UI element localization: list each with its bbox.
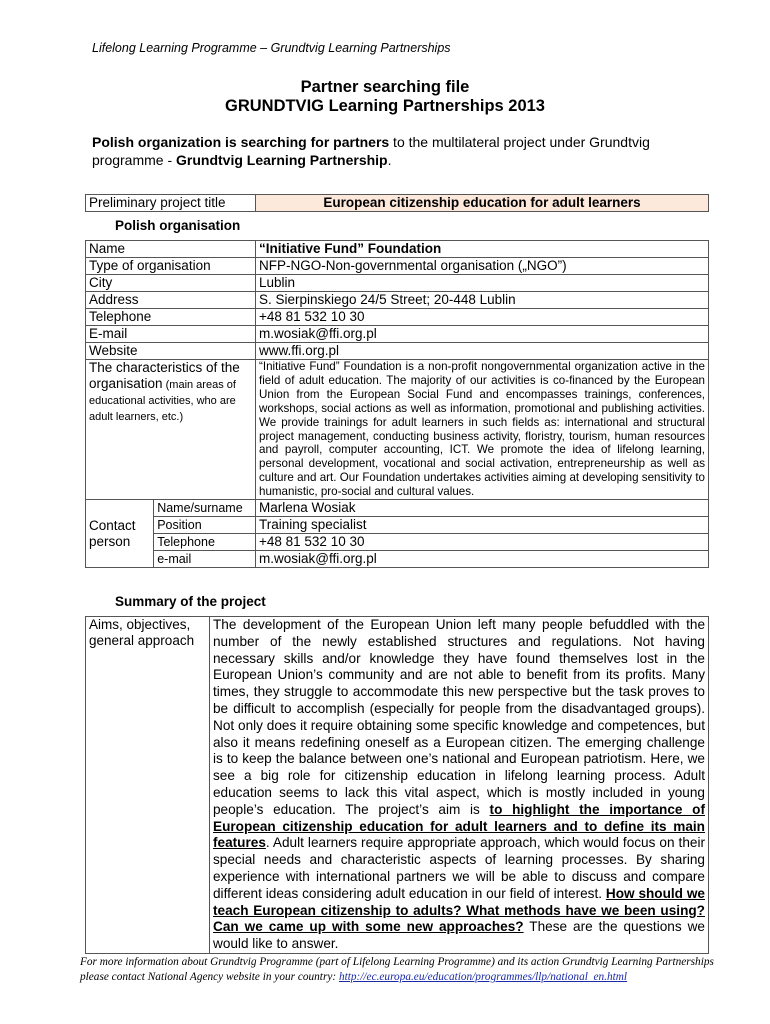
contact-name-label: Name/surname [154,500,255,517]
intro-bold-1: Polish organization is searching for partners [92,134,390,150]
characteristics-label [86,360,256,500]
org-email-value: m.wosiak@ffi.org.pl [256,326,709,343]
summary-text [210,617,709,954]
org-website-label: Website [86,343,256,360]
contact-person-label: Contact person [86,500,154,567]
summary-part-1: The development of the European Union left many people befuddled with the number of the newly established structures and regulations. Not having necessary skills and/or knowledge they have found themselves lost in the European Union’s community and are not able to benefit from its profits. Many times, they struggle to accommodate this new perspective but the task proves to be difficult to accomplish (especially for people from the disadvantaged groups). Not only does it require obtaining some specific knowledge and competences, but also it means redefining oneself as a European citizen. The emerging challenge is to keep the balance between one’s national and European patriotism. Here, we see a big role for citizenship education in lifelong learning process. Adult education seems to lack this vital aspect, which is mostly included in young people’s education. The project’s aim is [213,617,705,817]
contact-position-label: Position [154,517,255,534]
contact-block [86,500,256,568]
running-header: Lifelong Learning Programme – Grundtvig Learning Partnerships [92,41,451,55]
org-telephone-value: +48 81 532 10 30 [256,309,709,326]
org-telephone-label: Telephone [86,309,256,326]
contact-email-label: e-mail [157,552,192,567]
contact-telephone-label: Telephone [154,534,255,551]
national-agency-link[interactable]: http://ec.europa.eu/education/programmes/llp/national_en.html [338,971,628,983]
summary-aim-bold: to highlight the importance of European citizenship education for adult learners and to define its main features [213,801,706,851]
project-title-table [85,194,709,212]
contact-position-value: Training specialist [256,517,708,534]
org-email-label: E-mail [86,326,256,343]
summary-part-3: These are the questions we would like to answer. [213,919,705,952]
org-type-label: Type of organisation [86,258,256,275]
org-type-value: NFP-NGO-Non-governmental organisation („NGO”) [256,258,709,275]
summary-table [85,616,709,954]
org-city-label: City [86,275,256,292]
intro-text-1: to the multilateral project under Grundtvig programme - [92,134,650,168]
characteristics-label-main: The characteristics of the organisation [89,360,240,391]
summary-part-2: . Adult learners require appropriate approach, which would focus on their special needs and characteristic aspects of learning processes. By sharing experience with international partners we will be able to discuss and compare different ideas considering adult education in our field of interest. [213,835,705,901]
org-address-label: Address [86,292,256,309]
characteristics-value: “Initiative Fund” Foundation is a non-profit nongovernmental organization active in the field of adult education. The majority of our activities is co-financed by the European Union from the European Social Fund and encompasses trainings, conferences, workshops, social actions as well as information, promotional and publishing activities. We provide trainings for adult learners in such fields as: international and structural project management, conducting business activity, floristry, tourism, human resources and payroll, computer accounting, ICT. We promote the idea of lifelong learning, personal development, vocational and social activation, entrepreneurship as well as culture and art. Our Foundation undertakes activities aiming at developing sensitivity to humanistic, pro-social and cultural values. [256,360,709,500]
intro-paragraph [92,133,652,169]
project-title-value: European citizenship education for adult learners [256,195,709,212]
footer-text: For more information about Grundtvig Programme (part of Lifelong Learning Programme) and its action Grundtvig Learning Partnerships please contact National Agency website in your country: [80,956,714,983]
section-polish-organisation: Polish organisation [115,218,241,233]
intro-text-2: . [387,152,392,168]
contact-values [256,500,709,568]
page-title: Partner searching file [300,78,470,96]
characteristics-label-note: (main areas of educational activities, who are adult learners, etc.) [89,379,236,423]
page-subtitle: GRUNDTVIG Learning Partnerships 2013 [224,97,545,115]
org-name-value: “Initiative Fund” Foundation [256,241,709,258]
project-title-label: Preliminary project title [86,195,256,212]
summary-label: Aims, objectives, general approach [86,617,210,954]
intro-bold-2: Grundtvig Learning Partnership [176,152,388,168]
org-city-value: Lublin [256,275,709,292]
footer-note [80,955,720,985]
org-name-label: Name [86,241,256,258]
summary-questions-bold: How should we teach European citizenship to adults? What methods have we been using? Can we came up with some new approaches? [213,885,705,935]
contact-name-value: Marlena Wosiak [256,500,708,517]
contact-telephone-value: +48 81 532 10 30 [256,534,708,551]
contact-email-value: m.wosiak@ffi.org.pl [259,551,377,567]
org-website-value: www.ffi.org.pl [256,343,709,360]
section-summary: Summary of the project [115,594,266,609]
org-address-value: S. Sierpinskiego 24/5 Street; 20-448 Lublin [256,292,709,309]
organisation-table [85,240,709,568]
